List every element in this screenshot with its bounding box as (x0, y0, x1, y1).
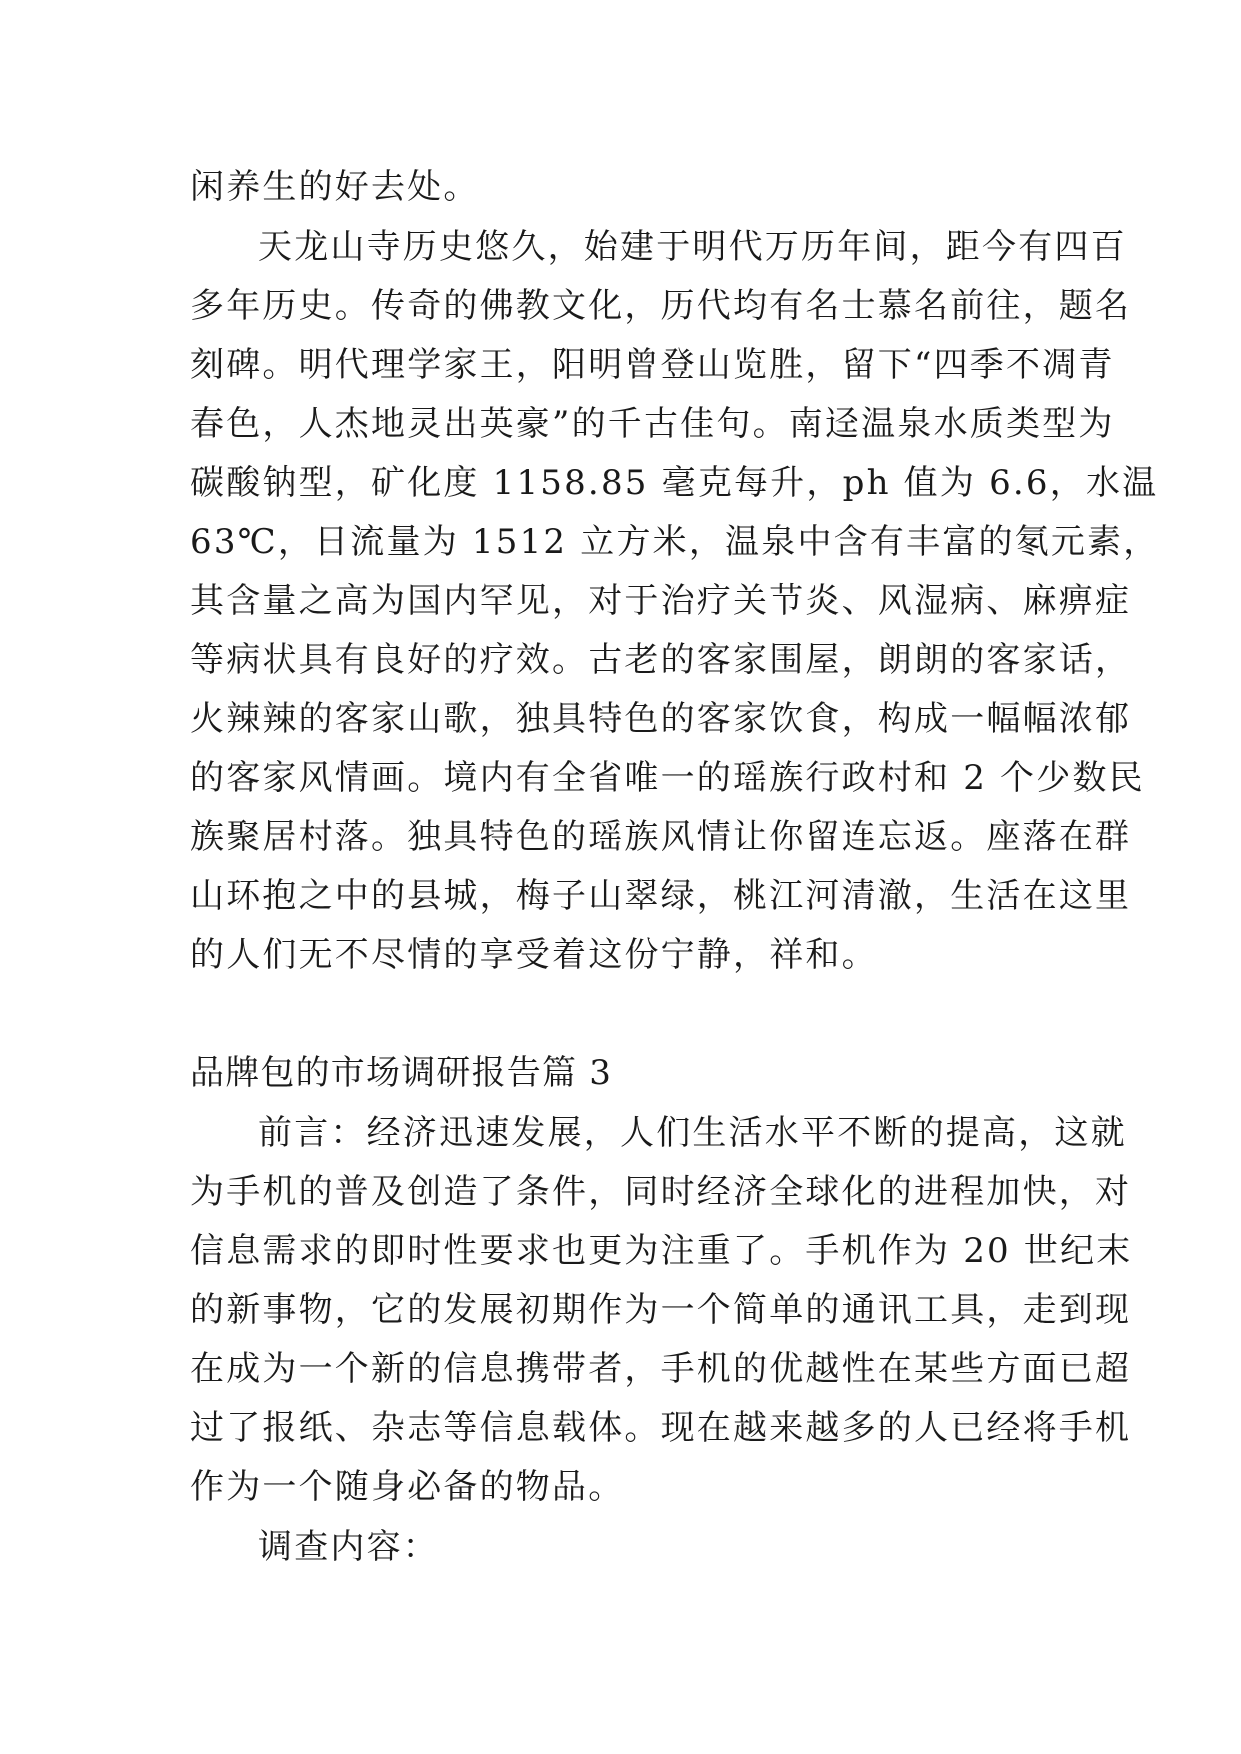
paragraph-line: 信息需求的即时性要求也更为注重了。手机作为 20 世纪末 (190, 1231, 1133, 1271)
paragraph-line: 等病状具有良好的疗效。古老的客家围屋，朗朗的客家话， (190, 640, 1132, 680)
paragraph-line: 闲养生的好去处。 (190, 167, 480, 207)
paragraph-line: 族聚居村落。独具特色的瑶族风情让你留连忘返。座落在群 (190, 817, 1132, 857)
paragraph-line: 为手机的普及创造了条件，同时经济全球化的进程加快，对 (190, 1172, 1132, 1212)
paragraph-line: 碳酸钠型，矿化度 1158.85 毫克每升，ph 值为 6.6，水温 (190, 463, 1159, 503)
paragraph-line: 调查内容： (258, 1527, 439, 1567)
paragraph-line: 的新事物，它的发展初期作为一个简单的通讯工具，走到现 (190, 1290, 1132, 1330)
paragraph-line: 春色，人杰地灵出英豪”的千古佳句。南迳温泉水质类型为 (190, 404, 1115, 444)
paragraph-line: 63℃，日流量为 1512 立方米，温泉中含有丰富的氡元素， (190, 522, 1160, 562)
paragraph-line: 刻碑。明代理学家王，阳明曾登山览胜，留下“四季不凋青 (190, 345, 1115, 385)
paragraph-line: 山环抱之中的县城，梅子山翠绿，桃江河清澈，生活在这里 (190, 876, 1132, 916)
section-title: 品牌包的市场调研报告篇 3 (190, 1053, 613, 1093)
paragraph-line: 天龙山寺历史悠久，始建于明代万历年间，距今有四百 (258, 227, 1127, 267)
paragraph-line: 其含量之高为国内罕见，对于治疗关节炎、风湿病、麻痹症 (190, 581, 1132, 621)
paragraph-line: 多年历史。传奇的佛教文化，历代均有名士慕名前往，题名 (190, 286, 1132, 326)
paragraph-line: 在成为一个新的信息携带者，手机的优越性在某些方面已超 (190, 1349, 1132, 1389)
paragraph-line: 火辣辣的客家山歌，独具特色的客家饮食，构成一幅幅浓郁 (190, 699, 1132, 739)
paragraph-line: 前言：经济迅速发展，人们生活水平不断的提高，这就 (258, 1113, 1127, 1153)
paragraph-line: 过了报纸、杂志等信息载体。现在越来越多的人已经将手机 (190, 1408, 1132, 1448)
paragraph-line: 作为一个随身必备的物品。 (190, 1467, 625, 1507)
paragraph-line: 的客家风情画。境内有全省唯一的瑶族行政村和 2 个少数民 (190, 758, 1145, 798)
paragraph-line: 的人们无不尽情的享受着这份宁静，祥和。 (190, 935, 878, 975)
